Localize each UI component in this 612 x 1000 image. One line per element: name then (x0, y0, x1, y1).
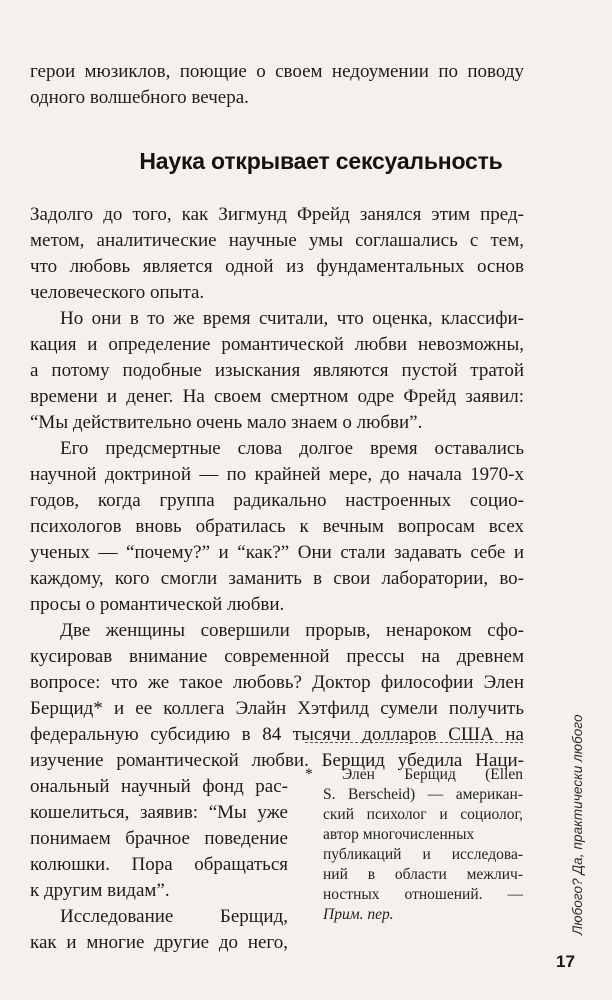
text-line: изучение романтической любви. Берщид убедила Наци- (30, 750, 524, 771)
footnote-divider (305, 742, 523, 743)
footnote-line: автор многочисленных (323, 826, 475, 843)
page-number: 17 (556, 952, 575, 971)
text-line: кация и определение романтической любви невозможны, (30, 334, 524, 355)
text-line: “Мы действительно очень мало знаем о любви”. (30, 412, 423, 433)
text-line: федеральную субсидию в 84 тысячи долларов США на (30, 724, 524, 745)
footnote-line: ский психолог и социолог, (323, 806, 523, 823)
text-line: кусировав внимание современной прессы на древнем (30, 646, 524, 667)
footnote-line (305, 905, 523, 925)
text-line: колюшки. Пора обращаться (30, 854, 288, 875)
section-heading: Наука открывает сексуальность (139, 148, 503, 174)
text-line: Две женщины совершили прорыв, ненароком сфо- (60, 620, 524, 641)
text-line: вопросе: что же такое любовь? Доктор философии Элен (30, 672, 524, 693)
text-line: Берщид* и ее коллега Элайн Хэтфилд сумели получить (30, 698, 524, 719)
running-head: Любого? Да, практически любого (570, 714, 585, 935)
text-line: Задолго до того, как Зигмунд Фрейд занялся этим пред- (30, 204, 524, 225)
text-line: Исследование Берщид, (60, 906, 288, 927)
text-line: времени и денег. На своем смертном одре Фрейд заявил: (30, 386, 524, 407)
footnote-line: * Элен Берщид (Ellen (305, 766, 523, 783)
footnote-line: ностных отношений. — (323, 886, 523, 903)
text-line: научной доктриной — по крайней мере, до начала 1970-х (30, 464, 524, 485)
footnote-translator-note: Прим. пер. (323, 906, 394, 923)
text-line: годов, когда группа радикально настроенных социо- (30, 490, 524, 511)
text-line: что любовь является одной из фундаментальных основ (30, 256, 524, 277)
footnote-line: S. Berscheid) — американ- (323, 786, 523, 803)
footnote-line: публикаций и исследова- (323, 846, 523, 863)
text-line: человеческого опыта. (30, 282, 205, 303)
footnote-line: ний в области межлич- (323, 866, 523, 883)
text-line: герои мюзиклов, поющие о своем недоумении по поводу (30, 61, 524, 82)
text-line: одного волшебного вечера. (30, 87, 249, 108)
text-line: к другим видам”. (30, 880, 170, 901)
text-line: как и многие другие до него, (30, 932, 288, 953)
text-line: кошелиться, заявив: “Мы уже (30, 802, 288, 823)
text-line: каждому, кого смогли заманить в свои лаборатории, во- (30, 568, 524, 589)
text-line: понимаем брачное поведение (30, 828, 288, 849)
text-line: а потому подобные изыскания являются пустой тратой (30, 360, 524, 381)
text-line: метом, аналитические научные умы соглашались с тем, (30, 230, 524, 251)
text-line: Его предсмертные слова долгое время оставались (60, 438, 524, 459)
text-line: психологов вновь обратилась к вечным вопросам всех (30, 516, 524, 537)
text-line: просы о романтической любви. (30, 594, 285, 615)
text-line: ученых — “почему?” и “как?” Они стали задавать себе и (30, 542, 524, 563)
text-line: Но они в то же время считали, что оценка, классифи- (60, 308, 524, 329)
text-line: ональный научный фонд рас- (30, 776, 288, 797)
